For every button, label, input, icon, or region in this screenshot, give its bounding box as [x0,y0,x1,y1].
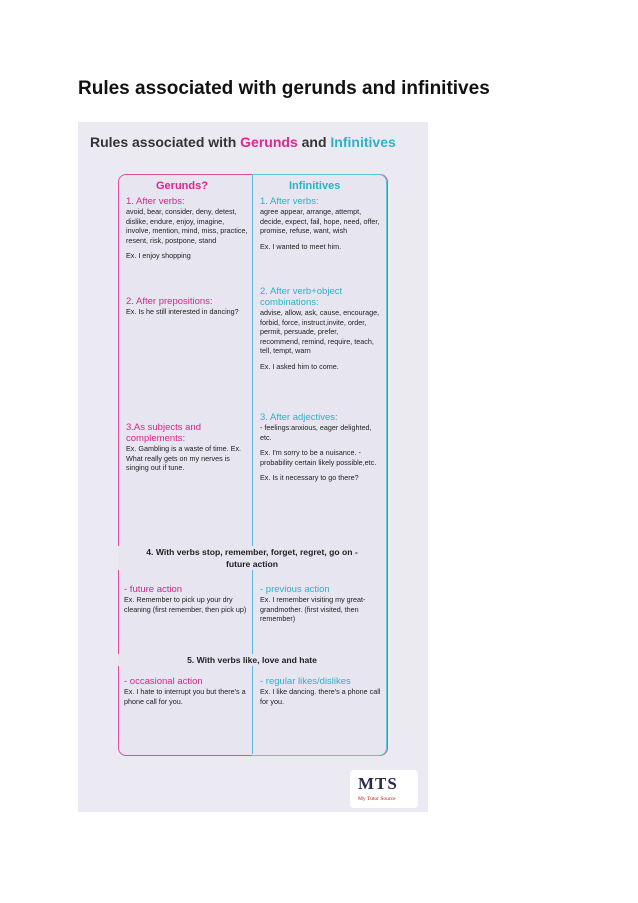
gerund-rule-1-heading: 1. After verbs: [126,196,185,207]
infinitive-rule-3-example-1: Ex. I'm sorry to be a nuisance. - probability certain likely possible,etc. [260,448,377,467]
rule-5-heading: 5. With verbs like, love and hate [118,654,386,666]
infinitive-rule-3-body: - feelings:anxious, eager delighted, etc. [260,423,372,442]
gerund-rule-1-verbs: avoid, bear, consider, deny, detest, dislike, endure, enjoy, imagine, involve, mention, mind, miss, practice, resent, risk, postpone, stand [126,207,248,245]
rule-4-heading: 4. With verbs stop, remember, forget, regret, go on - future action [118,546,386,570]
rule-4-left-body: Ex. Remember to pick up your dry cleaning (first remember, then pick up) [124,595,247,614]
infographic-image [78,122,428,812]
gerund-rule-3 [126,422,248,473]
gerund-rule-2-heading: 2. After prepositions: [126,296,213,307]
title-gerunds: Gerunds [240,134,298,150]
infinitive-rule-2 [260,286,380,372]
logo-subtitle: My Tutor Source [358,796,396,802]
rule-5-right-heading: - regular likes/dislikes [260,676,351,687]
gerund-rule-1 [126,196,248,261]
infinitives-column-header: Infinitives [289,180,341,192]
rule-5-left-heading: - occasional action [124,676,203,687]
infinitive-rule-3-example-2: Ex. Is it necessary to go there? [260,473,359,483]
rule-4-right-heading: - previous action [260,584,330,595]
infinitive-rule-1-heading: 1. After verbs: [260,196,319,207]
rule-4-right-body: Ex. I remember visiting my great-grandmother. (first visited, then remember) [260,595,366,624]
rule-5-right-body: Ex. I like dancing. there's a phone call for you. [260,687,381,706]
gerunds-column-header: Gerunds? [156,180,208,192]
infinitive-rule-2-heading: 2. After verb+object combinations: [260,286,343,308]
infinitive-rule-2-verbs: advise, allow, ask, cause, encourage, forbid, force, instruct,invite, order, permit, persuade, prefer, recommend, remind, require, teach, tell, tempt, warn [260,308,380,356]
infographic-title [90,134,396,150]
logo-mark: MTS [358,774,398,793]
infinitive-rule-3 [260,412,380,483]
infinitive-rule-1 [260,196,380,251]
gerund-rule-3-example: Ex. Gambling is a waste of time. Ex. What really gets on my nerves is singing out if tune. [126,444,242,473]
rule-4-right [260,584,382,624]
page-title: Rules associated with gerunds and infinitives [78,78,490,99]
rule-5-right [260,676,382,706]
infinitive-rule-3-heading: 3. After adjectives: [260,412,338,423]
rule-4-left [124,584,248,614]
mts-logo [350,770,418,808]
rule-5-left [124,676,248,706]
infinitive-rule-1-example: Ex. I wanted to meet him. [260,241,342,251]
rule-5-left-body: Ex. I hate to interrupt you but there's a phone call for you. [124,687,246,706]
gerund-rule-3-heading: 3.As subjects and complements: [126,422,201,444]
title-part1: Rules associated with [90,134,241,150]
gerund-rule-2-example: Ex. Is he still interested in dancing? [126,307,239,316]
title-infinitives: Infinitives [330,134,396,150]
column-divider [252,174,253,754]
gerund-rule-1-example: Ex. I enjoy shopping [126,251,191,261]
gerund-rule-2 [126,296,248,317]
infinitive-rule-2-example: Ex. I asked him to come. [260,361,339,371]
rule-4-left-heading: - future action [124,584,183,595]
title-and: and [297,134,331,150]
infinitive-rule-1-verbs: agree appear, arrange, attempt, decide, expect, fail, hope, need, offer, promise, refuse, want, wish [260,207,380,236]
